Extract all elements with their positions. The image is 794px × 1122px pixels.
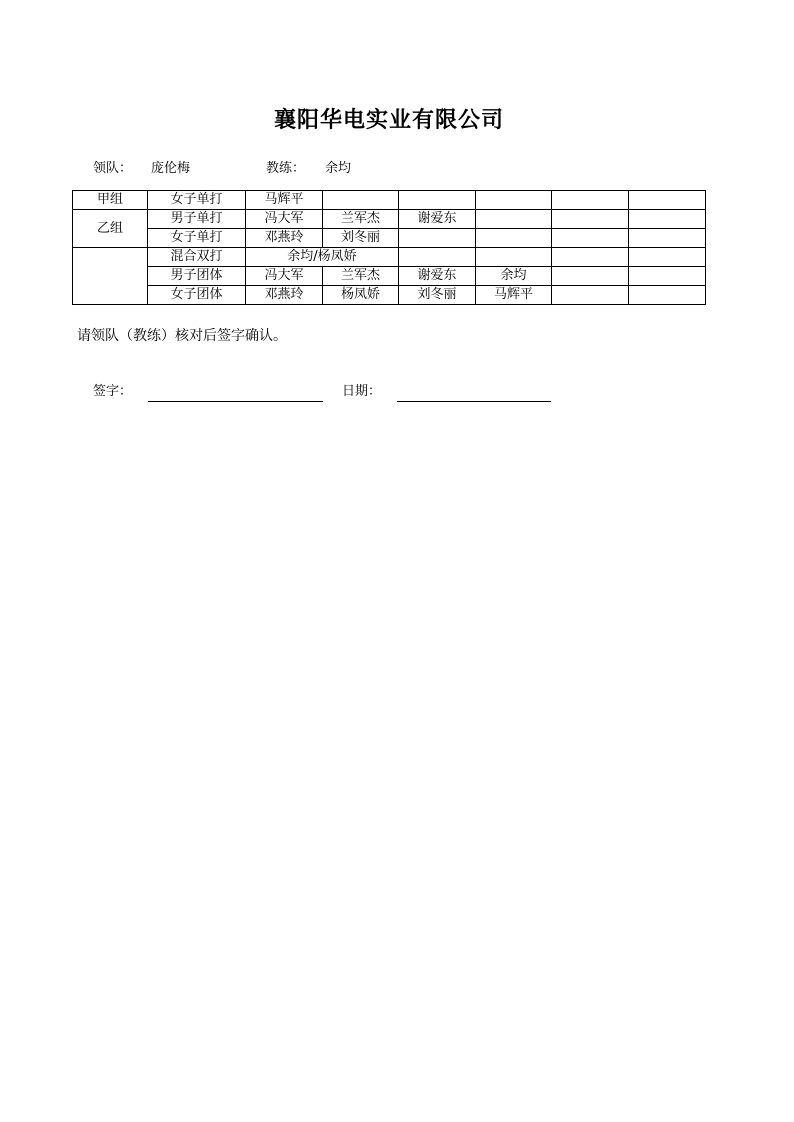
event-cell: 女子单打 [148,191,246,210]
player-cell: 邓燕玲 [246,229,323,248]
group-cell [73,248,148,305]
player-cell [552,191,629,210]
player-cell: 谢爱东 [399,267,476,286]
player-cell [476,191,552,210]
signature-line[interactable] [148,401,323,402]
group-cell: 乙组 [73,210,148,248]
player-cell [552,229,629,248]
player-cell: 谢爱东 [399,210,476,229]
player-cell [399,248,476,267]
player-cell: 冯大军 [246,267,323,286]
player-cell [552,267,629,286]
table-row [73,210,706,229]
player-cell: 邓燕玲 [246,286,323,305]
player-cell [476,210,552,229]
date-line[interactable] [397,401,551,402]
player-cell [629,191,706,210]
event-cell: 男子团体 [148,267,246,286]
coach-name: 余均 [325,161,352,176]
event-cell: 男子单打 [148,210,246,229]
signature-label: 签字： [93,384,133,399]
pair-cell: 余均/杨凤娇 [246,248,399,267]
player-cell [476,248,552,267]
player-cell [629,248,706,267]
leader-label: 领队： [93,161,133,176]
player-cell [323,191,399,210]
table-row [73,191,706,210]
player-cell [552,286,629,305]
leader-name: 庞伦梅 [151,161,191,176]
player-cell [552,248,629,267]
player-cell: 余均 [476,267,552,286]
group-cell: 甲组 [73,191,148,210]
coach-label: 教练： [266,161,306,176]
confirmation-note: 请领队（教练）核对后签字确认。 [77,328,287,344]
player-cell [552,210,629,229]
roster-table [72,190,706,305]
player-cell [629,267,706,286]
player-cell [476,229,552,248]
player-cell: 马辉平 [246,191,323,210]
player-cell: 刘冬丽 [399,286,476,305]
date-label: 日期： [342,384,382,399]
player-cell: 冯大军 [246,210,323,229]
player-cell: 兰军杰 [323,210,399,229]
player-cell [629,210,706,229]
player-cell: 刘冬丽 [323,229,399,248]
player-cell: 马辉平 [476,286,552,305]
player-cell: 杨凤娇 [323,286,399,305]
table-row [73,286,706,305]
player-cell [399,229,476,248]
player-cell [629,229,706,248]
document-title: 襄阳华电实业有限公司 [273,108,504,133]
player-cell [399,191,476,210]
event-cell: 混合双打 [148,248,246,267]
player-cell: 兰军杰 [323,267,399,286]
event-cell: 女子单打 [148,229,246,248]
table-row [73,248,706,267]
table-row [73,267,706,286]
table-row [73,229,706,248]
player-cell [629,286,706,305]
event-cell: 女子团体 [148,286,246,305]
